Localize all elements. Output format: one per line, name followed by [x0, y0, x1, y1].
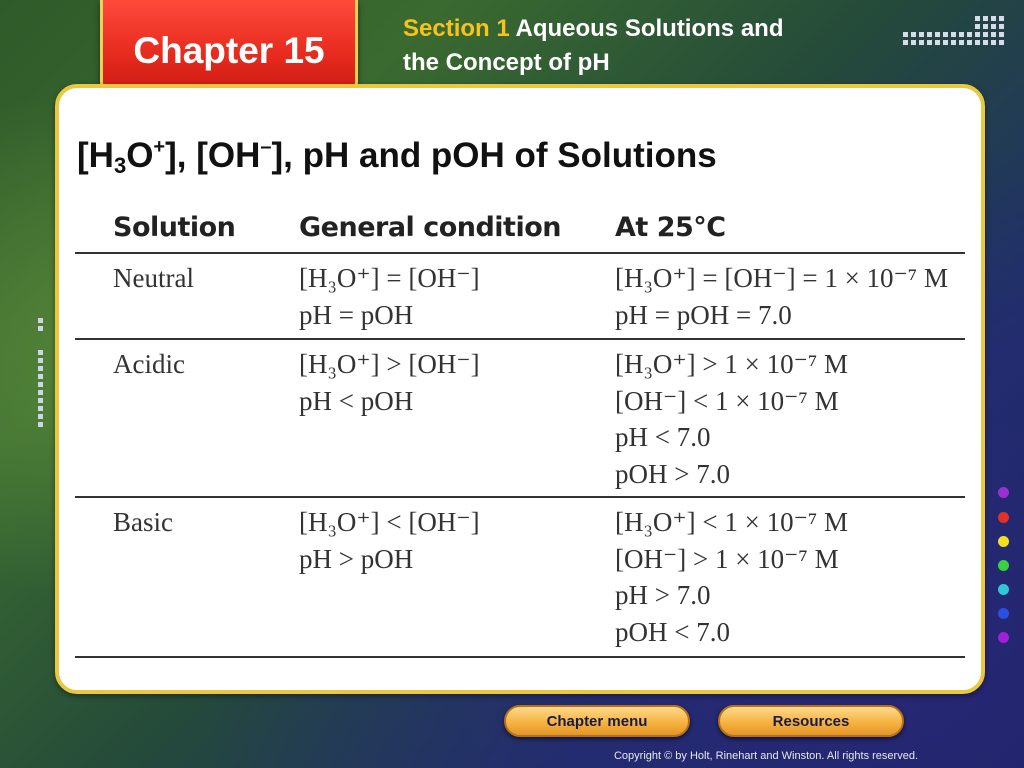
section-title-line2: the Concept of pH — [403, 49, 610, 76]
header-at-25c: At 25°C — [615, 212, 726, 243]
decorative-dot — [911, 40, 916, 45]
decorative-dot — [983, 40, 988, 45]
copyright-notice: Copyright © by Holt, Rinehart and Winston. All rights reserved. — [613, 750, 918, 762]
side-dot-purple — [998, 487, 1009, 498]
side-dot-violet — [998, 632, 1009, 643]
decorative-dot-grid — [903, 16, 1004, 45]
cell-general: [H₃O⁺] > [OH⁻] pH < pOH — [299, 349, 480, 416]
decorative-dot — [935, 40, 940, 45]
table-row-acidic — [75, 340, 965, 498]
resources-button[interactable]: Resources — [718, 705, 904, 737]
decorative-dot — [975, 32, 980, 37]
decorative-dot — [38, 326, 43, 331]
decorative-dot — [38, 318, 43, 323]
chapter-menu-button[interactable]: Chapter menu — [504, 705, 690, 737]
ph-conditions-table — [75, 200, 965, 658]
table-row-neutral — [75, 254, 965, 340]
header-solution: Solution — [113, 212, 236, 243]
decorative-dot — [38, 358, 43, 363]
decorative-dot — [999, 32, 1004, 37]
decorative-dot — [975, 40, 980, 45]
decorative-dot — [919, 40, 924, 45]
decorative-dot — [903, 32, 908, 37]
decorative-dot — [38, 406, 43, 411]
decorative-dot — [38, 350, 43, 355]
decorative-dot — [38, 374, 43, 379]
decorative-dot — [967, 32, 972, 37]
section-header — [403, 12, 873, 80]
decorative-dot — [975, 16, 980, 21]
decorative-dot — [38, 366, 43, 371]
decorative-dot — [983, 32, 988, 37]
chapter-label: Chapter 15 — [133, 30, 325, 71]
decorative-dot — [959, 40, 964, 45]
decorative-dot — [983, 16, 988, 21]
decorative-dot — [951, 32, 956, 37]
decorative-dot — [967, 40, 972, 45]
decorative-dot — [999, 16, 1004, 21]
table-header — [75, 200, 965, 254]
cell-at25: [H₃O⁺] > 1 × 10⁻⁷ M [OH⁻] < 1 × 10⁻⁷ M pH < 7.0 pOH > 7.0 — [615, 349, 849, 489]
side-dot-red — [998, 512, 1009, 523]
decorative-dot — [919, 32, 924, 37]
decorative-dot — [999, 24, 1004, 29]
decorative-dot — [943, 32, 948, 37]
decorative-dot — [38, 414, 43, 419]
cell-general: [H₃O⁺] = [OH⁻] pH = pOH — [299, 263, 480, 330]
side-dot-blue — [998, 608, 1009, 619]
decorative-dot — [991, 40, 996, 45]
cell-solution: Basic — [113, 507, 173, 537]
decorative-dot — [903, 40, 908, 45]
decorative-dot — [991, 24, 996, 29]
decorative-dot — [959, 32, 964, 37]
section-label: Section 1 — [403, 15, 510, 42]
decorative-dot — [935, 32, 940, 37]
decorative-dot — [927, 40, 932, 45]
decorative-dot — [999, 40, 1004, 45]
decorative-dot — [38, 390, 43, 395]
decorative-dot — [927, 32, 932, 37]
decorative-dot — [991, 16, 996, 21]
decorative-dot — [943, 40, 948, 45]
decorative-dot — [951, 40, 956, 45]
decorative-dot — [991, 32, 996, 37]
decorative-dot — [911, 32, 916, 37]
header-general-condition: General condition — [299, 212, 561, 243]
decorative-dot-column — [38, 318, 43, 427]
cell-at25: [H₃O⁺] < 1 × 10⁻⁷ M [OH⁻] > 1 × 10⁻⁷ M pH > 7.0 pOH < 7.0 — [615, 507, 849, 647]
cell-solution: Neutral — [113, 263, 194, 293]
side-dot-yellow — [998, 536, 1009, 547]
decorative-dot — [38, 382, 43, 387]
decorative-dot — [38, 422, 43, 427]
decorative-dot — [983, 24, 988, 29]
section-title-line1: Aqueous Solutions and — [515, 15, 784, 42]
decorative-dot — [975, 24, 980, 29]
content-panel — [55, 84, 985, 694]
cell-at25: [H₃O⁺] = [OH⁻] = 1 × 10⁻⁷ M pH = pOH = 7.0 — [615, 263, 948, 330]
decorative-dot — [38, 398, 43, 403]
table-row-basic — [75, 498, 965, 658]
side-dot-green — [998, 560, 1009, 571]
side-dot-cyan — [998, 584, 1009, 595]
cell-solution: Acidic — [113, 349, 185, 379]
cell-general: [H₃O⁺] < [OH⁻] pH > pOH — [299, 507, 480, 574]
slide-title: $[H_3O^+]$, [OH–], pH and pOH of Solutions — [77, 136, 717, 178]
